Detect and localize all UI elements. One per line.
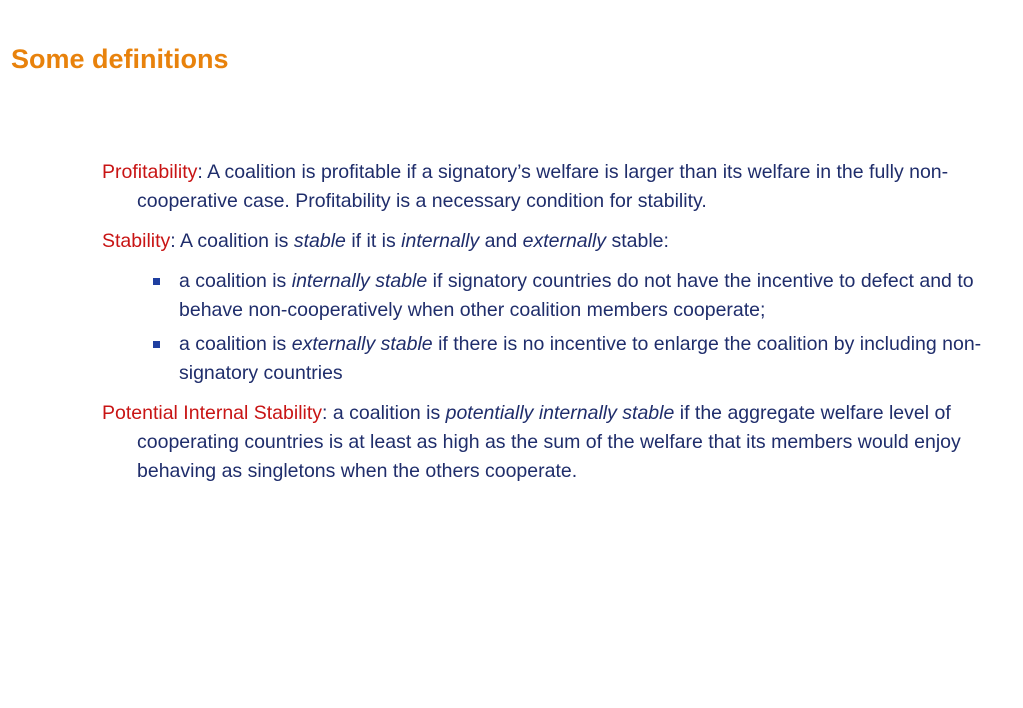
stability-text-3: and bbox=[479, 230, 523, 252]
potential-text-2: if the aggregate welfare level of cooperating countries is at least as high as the sum of the welfare that its members would enjoy behaving as singletons when the others cooperate. bbox=[137, 402, 961, 482]
potential-term: Potential Internal Stability bbox=[102, 402, 323, 424]
stability-bullet-list bbox=[102, 267, 1002, 388]
profitability-term: Profitability bbox=[102, 161, 198, 183]
bullet-emphasis: externally stable bbox=[291, 333, 433, 355]
bullet-text-2: if signatory countries do not have the incentive to defect and to behave non-cooperatively when other coalition members cooperate; bbox=[179, 270, 974, 321]
stability-definition bbox=[102, 227, 1002, 256]
profitability-text: : A coalition is profitable if a signatory’s welfare is larger than its welfare in the fully non-cooperative case. Profitability is a necessary condition for stability. bbox=[137, 161, 949, 212]
stability-emphasis-internally: internally bbox=[401, 230, 480, 252]
potential-emphasis: potentially internally stable bbox=[445, 402, 675, 424]
page-title: Some definitions bbox=[11, 44, 229, 74]
square-bullet-icon bbox=[153, 341, 160, 348]
profitability-definition bbox=[102, 158, 1002, 216]
bullet-text-2: if there is no incentive to enlarge the coalition by including non-signatory countries bbox=[179, 333, 982, 384]
stability-emphasis-stable: stable bbox=[293, 230, 346, 252]
definitions-body bbox=[102, 158, 1002, 486]
potential-text-1: : a coalition is bbox=[322, 402, 446, 424]
bullet-text-1: a coalition is bbox=[179, 270, 292, 292]
stability-text-2: if it is bbox=[345, 230, 402, 252]
bullet-external-stability bbox=[179, 330, 1002, 388]
potential-internal-stability-definition bbox=[102, 399, 1002, 486]
stability-emphasis-externally: externally bbox=[522, 230, 607, 252]
stability-term: Stability bbox=[102, 230, 171, 252]
stability-text-4: stable: bbox=[606, 230, 669, 252]
bullet-emphasis: internally stable bbox=[291, 270, 428, 292]
stability-text-1: : A coalition is bbox=[170, 230, 294, 252]
bullet-text-1: a coalition is bbox=[179, 333, 292, 355]
square-bullet-icon bbox=[153, 278, 160, 285]
bullet-internal-stability bbox=[179, 267, 1002, 325]
